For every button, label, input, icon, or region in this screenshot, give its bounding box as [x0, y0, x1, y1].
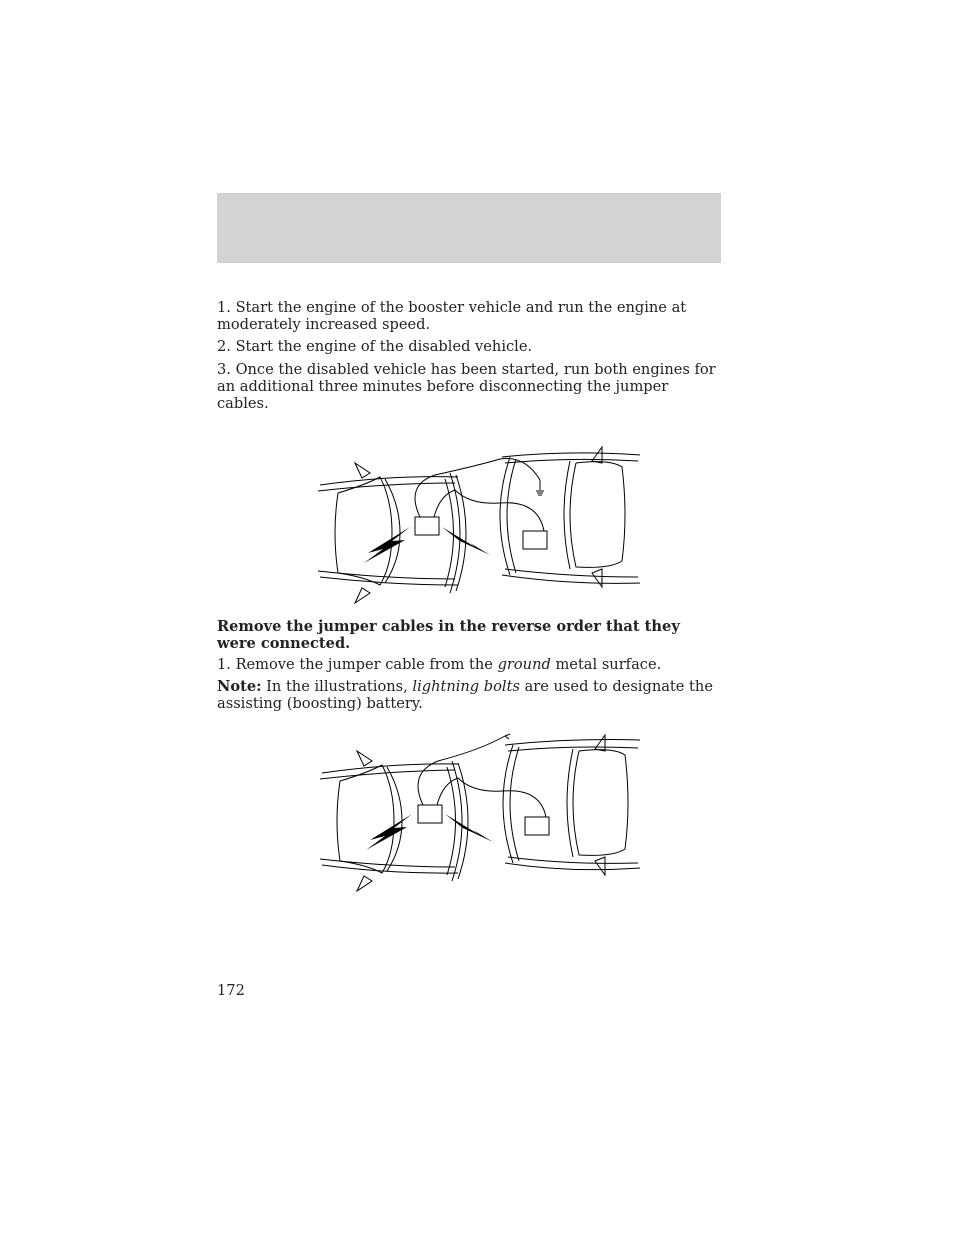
booster-battery: [418, 805, 442, 823]
removal-heading: Remove the jumper cables in the reverse order that they were connected.: [217, 618, 680, 652]
disabled-car-outline: [500, 447, 640, 587]
booster-car-outline: [318, 463, 466, 603]
removal-step-1-text-end: metal surface.: [550, 656, 662, 673]
lightning-bolt-icon: [364, 527, 410, 563]
booster-battery: [415, 517, 439, 535]
note-label: Note:: [217, 678, 262, 695]
booster-car-outline: [320, 751, 468, 891]
disabled-car-outline: [503, 735, 640, 875]
step-1-text: 1. Start the engine of the booster vehicle and run the engine at moderately increased speed.: [217, 299, 687, 333]
note-paragraph: [217, 678, 717, 712]
note-text: In the illustrations,: [261, 678, 413, 695]
step-3-text: 3. Once the disabled vehicle has been started, run both engines for an additional three minutes before disconnecting the jumper cables.: [217, 361, 716, 412]
step-2-text: 2. Start the engine of the disabled vehicle.: [217, 338, 533, 355]
removal-step-1: [217, 656, 717, 673]
ground-term: ground: [497, 656, 551, 673]
page-number: 172: [217, 982, 245, 999]
lightning-bolts-term: lightning bolts: [412, 678, 520, 695]
note-text-end: are used to designate the assisting (boosting) battery.: [217, 678, 713, 712]
removal-step-1-text: 1. Remove the jumper cable from the: [217, 656, 498, 673]
jump-start-illustration-removed: [310, 728, 650, 893]
lightning-bolt-icon: [445, 814, 493, 842]
jump-start-illustration-connected: [310, 445, 650, 610]
section-header-band: [217, 193, 721, 263]
lightning-bolt-icon: [366, 814, 412, 850]
jumper-cables: [418, 734, 546, 817]
disabled-battery: [525, 817, 549, 835]
jumper-cables: [415, 458, 544, 531]
disabled-battery: [523, 531, 547, 549]
